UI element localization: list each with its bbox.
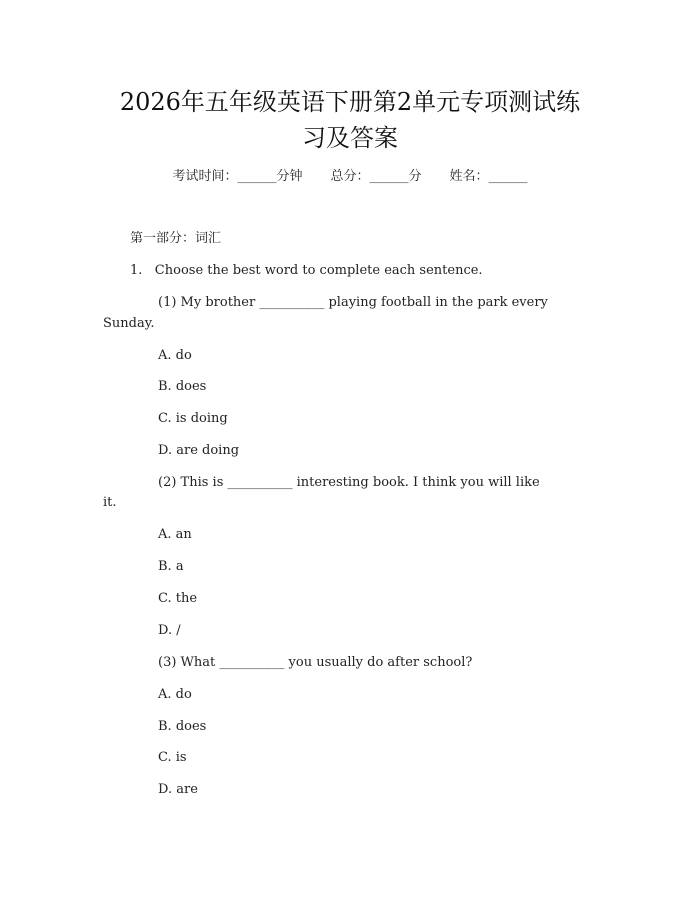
- exam-info-row: [0, 168, 700, 186]
- student-name-field: 姓名：______: [449, 169, 528, 184]
- option-b: B. does: [158, 379, 207, 394]
- option-c: C. is doing: [158, 411, 228, 426]
- option-c: C. the: [158, 591, 198, 606]
- option-a: A. an: [158, 527, 192, 542]
- subquestion-3-line-1: (3) What __________ you usually do after school?: [158, 655, 473, 670]
- page-title-line-2: 习及答案: [302, 124, 398, 152]
- subquestion-1-line-2: Sunday.: [103, 316, 155, 331]
- option-a: A. do: [158, 687, 192, 702]
- option-c: C. is: [158, 750, 187, 765]
- option-d: D. are doing: [158, 443, 240, 458]
- subquestion-1-line-1: (1) My brother __________ playing football in the park every: [158, 295, 548, 310]
- option-a: A. do: [158, 348, 192, 363]
- subquestion-2-line-2: it.: [103, 495, 117, 510]
- option-b: B. does: [158, 719, 207, 734]
- section-heading: 第一部分：词汇: [130, 231, 222, 246]
- subquestion-2-line-1: (2) This is __________ interesting book. I think you will like: [158, 475, 540, 490]
- question-1-stem: 1. Choose the best word to complete each sentence.: [130, 263, 483, 278]
- option-b: B. a: [158, 559, 184, 574]
- exam-time-field: 考试时间：______分钟: [172, 169, 303, 184]
- total-score-field: 总分：______分: [330, 169, 422, 184]
- page-title-line-1: 2026年五年级英语下册第2单元专项测试练: [119, 88, 581, 116]
- option-d: D. /: [158, 623, 181, 638]
- option-d: D. are: [158, 782, 198, 797]
